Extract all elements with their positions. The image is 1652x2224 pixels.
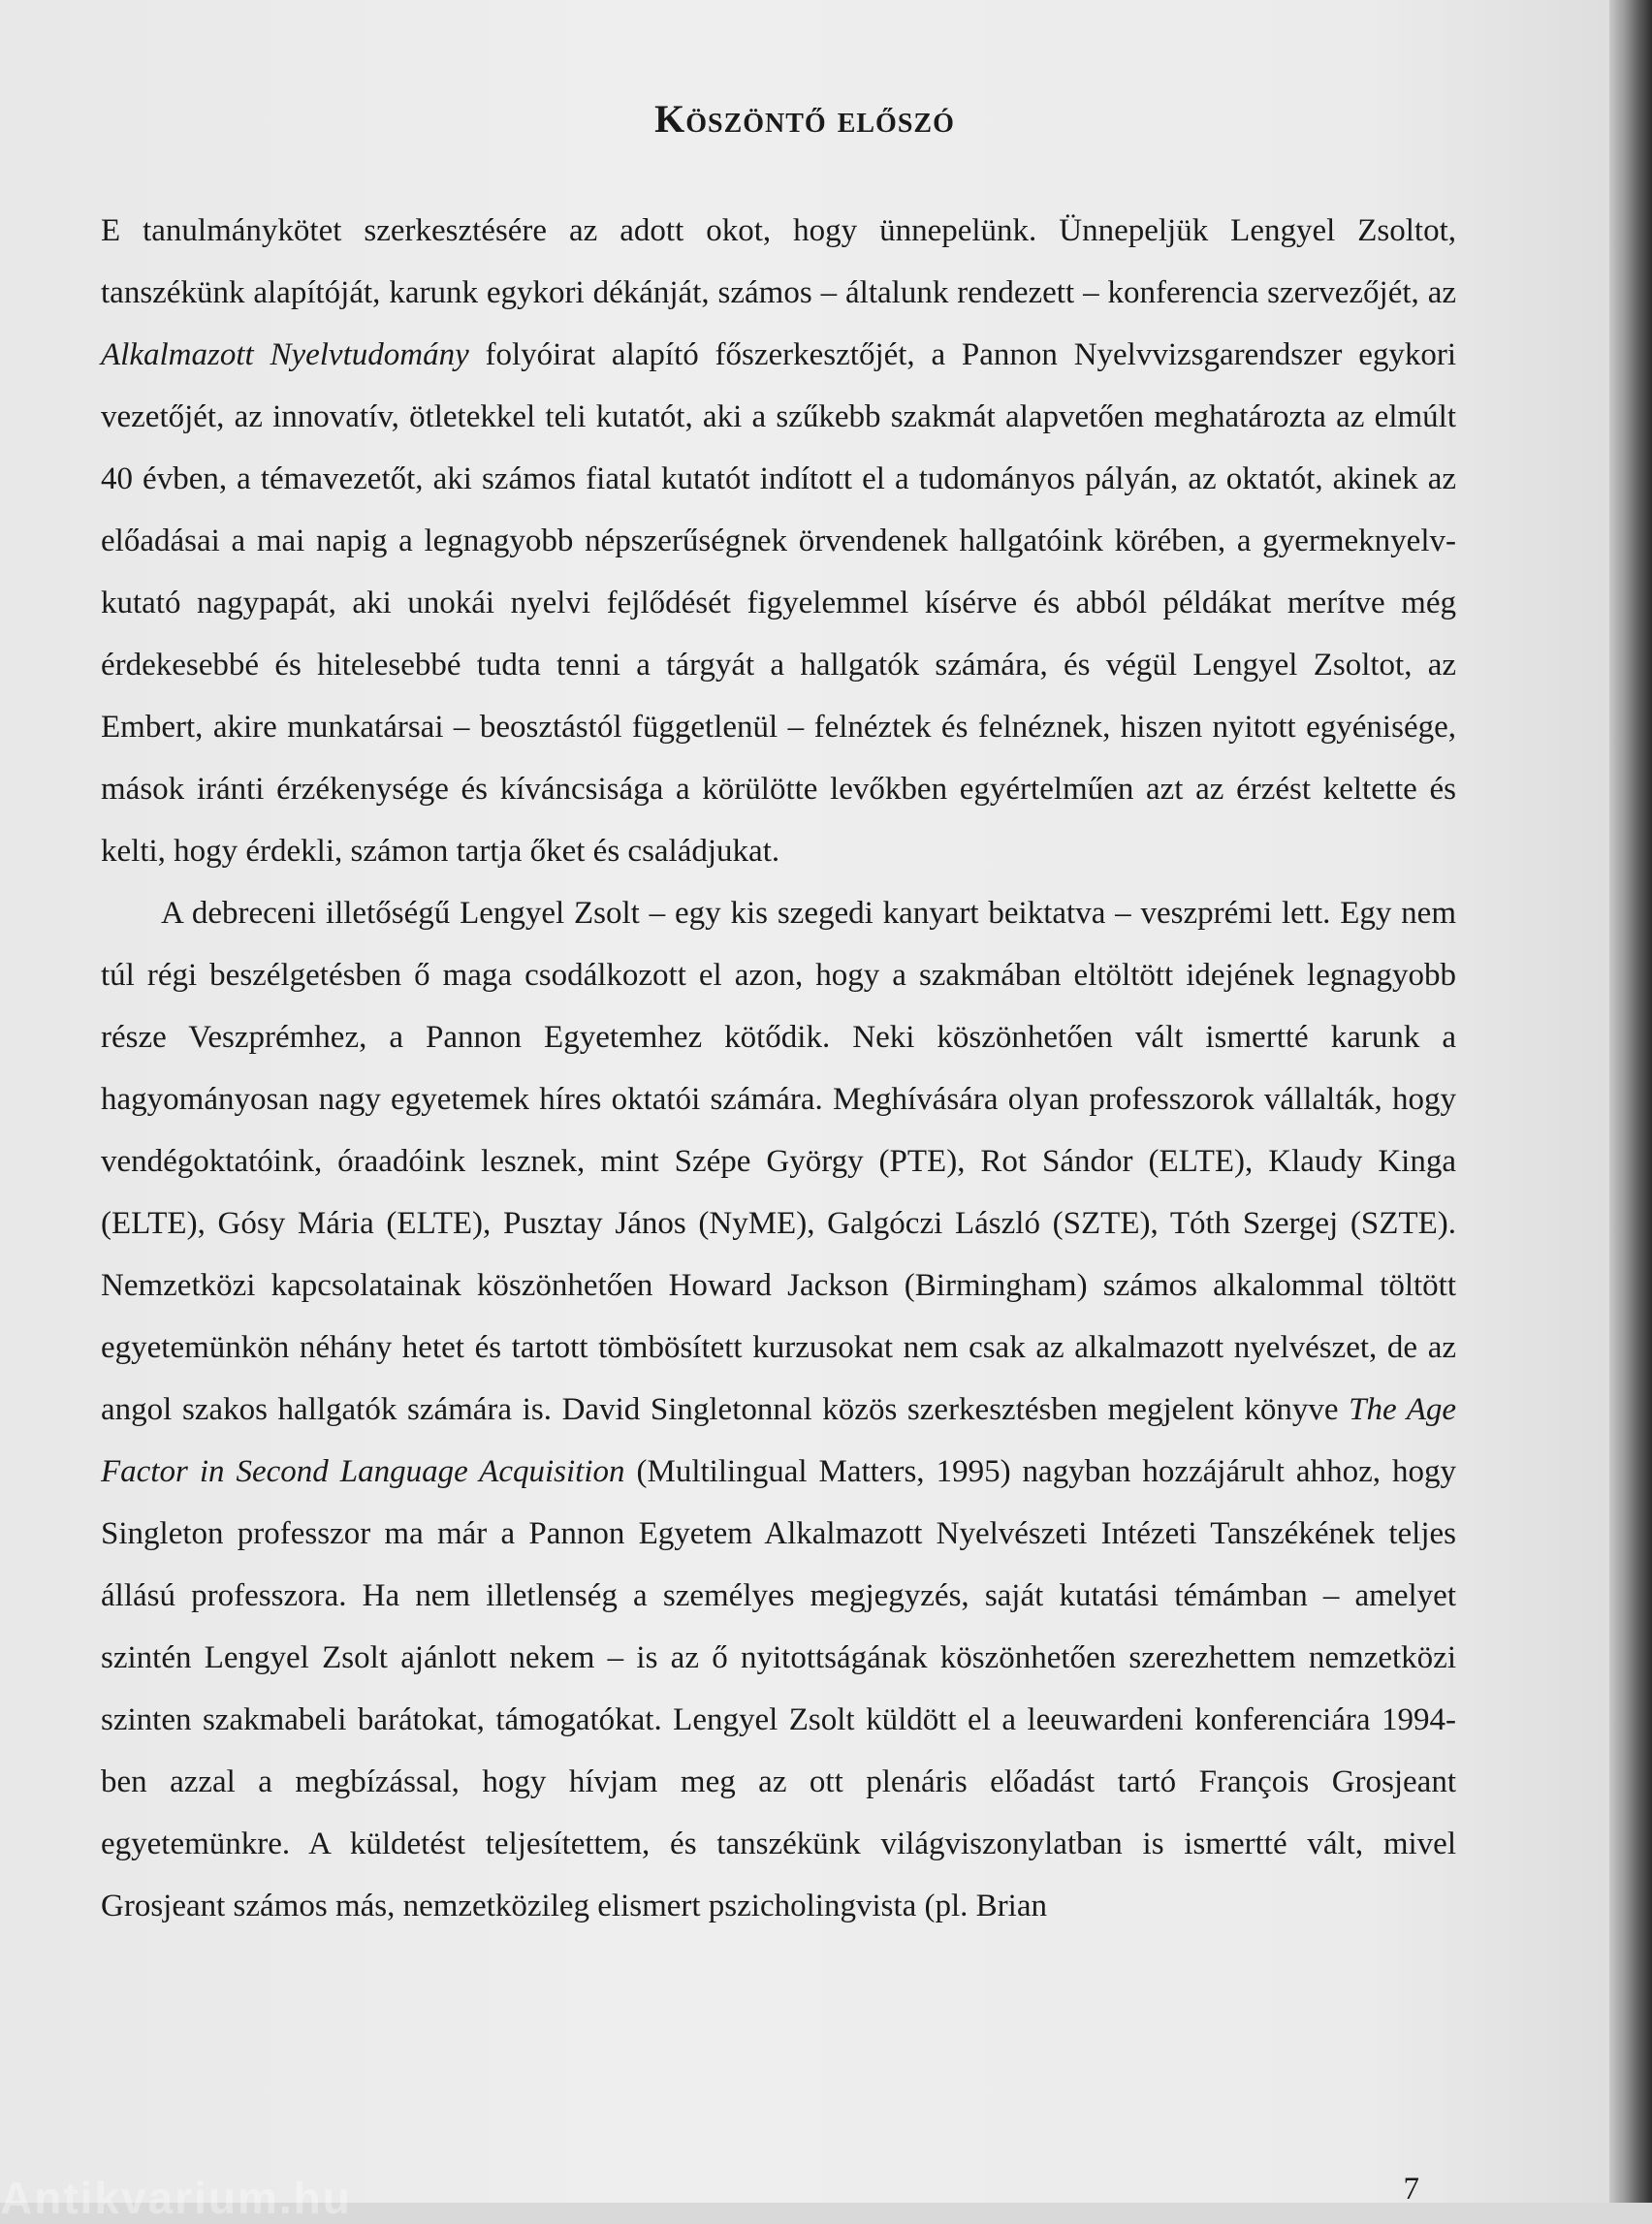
show-through-shade <box>194 0 1454 62</box>
paragraph-1 <box>101 200 1456 882</box>
body-text <box>101 200 1456 1937</box>
paragraph-2 <box>101 882 1456 1937</box>
paragraph-1-text-b: folyóirat alapító főszerkesztőjét, a Pannon Nyelvvizsgarendszer egykori vezetőjét, az innovatív, ötletekkel teli kutatót, aki a szűkebb szakmát alapvetően meghatározta az elmúlt 40 évben, a témavezetőt, aki számos fiatal kutatót indított el a tudományos pályán, az oktatót, akinek az előadásai a mai napig a legnagyobb népszerűségnek örvendenek hallgatóink körében, a gyermeknyelv-kutató nagypapát, aki unokái nyelvi fejlődését figyelemmel kísérve és abból példákat merítve még érdekesebbé és hitelesebbé tudta tenni a tárgyát a hallgatók számára, és végül Lengyel Zsoltot, az Embert, akire munkatársai – beosztástól függetlenül – felnéztek és felnéznek, hiszen nyitott egyénisége, mások iránti érzékenysége és kíváncsisága a körülötte levőkben egyértelműen azt az érzést keltette és kelti, hogy érdekli, számon tartja őket és családjukat. <box>101 337 1457 869</box>
book-binding-shadow <box>1609 0 1652 2203</box>
page-title: Köszöntő előszó <box>654 96 955 141</box>
paragraph-2-text-a: A debreceni illetőségű Lengyel Zsolt – egy kis szegedi kanyart beiktatva – veszprémi lett. Egy nem túl régi beszélgetésben ő maga csodálkozott el azon, hogy a szakmában eltöltött idejének legnagyobb része Veszprémhez, a Pannon Egyetemhez kötődik. Neki köszönhetően vált ismertté karunk a hagyományosan nagy egyetemek híres oktatói számára. Meghívására olyan professzorok vállalták, hogy vendégoktatóink, óraadóink lesznek, mint Szépe György (PTE), Rot Sándor (ELTE), Klaudy Kinga (ELTE), Gósy Mária (ELTE), Pusztay János (NyME), Galgóczi László (SZTE), Tóth Szergej (SZTE). Nemzetközi kapcsolatainak köszönhetően Howard Jackson (Birmingham) számos alkalommal töltött egyetemünkön néhány hetet és tartott tömbösített kurzusokat nem csak az alkalmazott nyelvészet, de az angol szakos hallgatók számára is. David Singletonnal közös szerkesztésben megjelent könyve <box>101 896 1456 1427</box>
book-title: The Age Factor in Second Language Acquisition <box>101 1392 1456 1489</box>
page-number: 7 <box>1403 2172 1419 2207</box>
paragraph-2-text-b: (Multilingual Matters, 1995) nagyban hozzájárult ahhoz, hogy Singleton professzor ma már a Pannon Egyetem Alkalmazott Nyelvészeti Intézeti Tanszékének teljes állású professzora. Ha nem illetlenség a személyes megjegyzés, saját kutatási témámban – amelyet szintén Lengyel Zsolt ajánlott nekem – is az ő nyitottságának köszönhetően szerezhettem nemzetközi szinten szakmabeli barátokat, támogatókat. Lengyel Zsolt küldött el a leeuwardeni konferenciára 1994-ben azzal a megbízással, hogy hívjam meg az ott plenáris előadást tartó François Grosjeant egyetemünkre. A küldetést teljesítettem, és tanszékünk világviszonylatban is ismertté vált, mivel Grosjeant számos más, nemzetközileg elismert pszicholingvista (pl. Brian <box>101 1454 1456 1923</box>
watermark: Antikvarium.hu <box>0 2173 352 2223</box>
paragraph-1-text-a: E tanulmánykötet szerkesztésére az adott okot, hogy ünnepelünk. Ünnepeljük Lengyel Zsoltot, tanszékünk alapítóját, karunk egykori dékánját, számos – általunk rendezett – konferencia szervezőjét, az <box>101 213 1456 310</box>
journal-title: Alkalmazott Nyelvtudomány <box>101 337 469 372</box>
